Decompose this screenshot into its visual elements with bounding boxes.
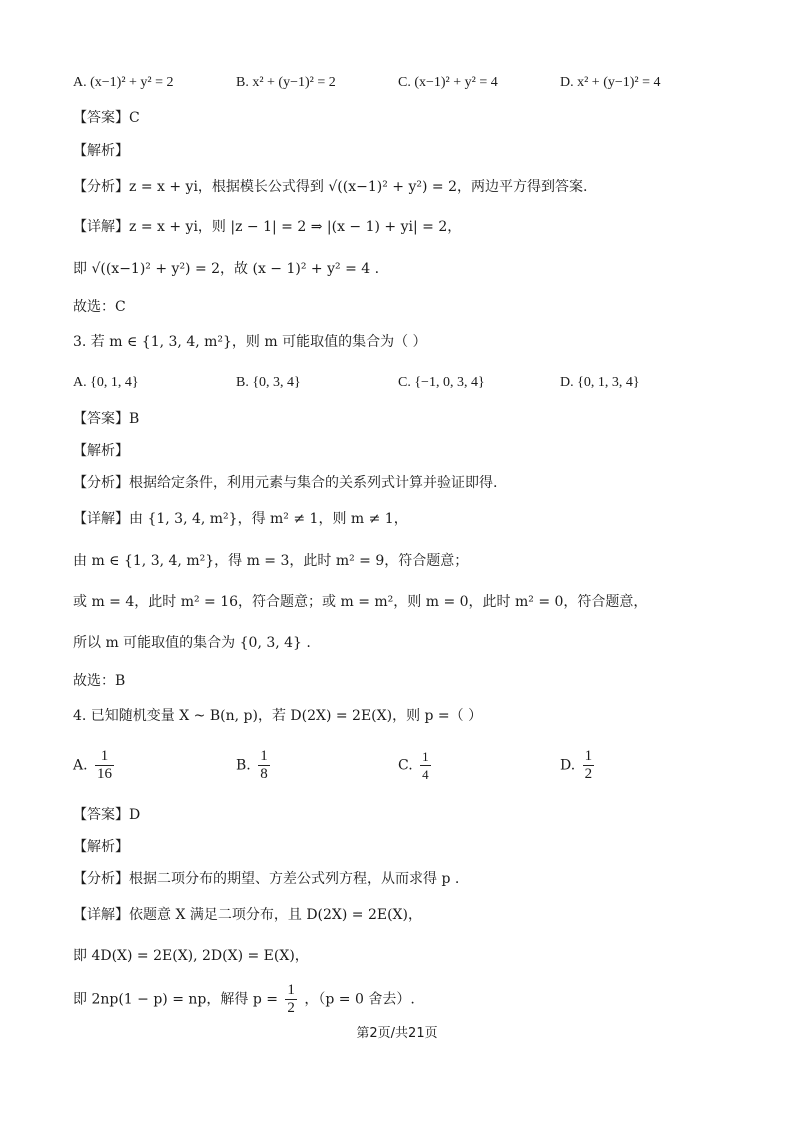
q3-analysis-xiangjie: 【详解】由 {1, 3, 4, m²}，得 m² ≠ 1，则 m ≠ 1， [73,511,408,527]
q4-line3-denominator: 2 [287,1000,295,1016]
q2-analysis-label: 【解析】 [73,143,129,159]
q4-analysis-fenxi: 【分析】根据二项分布的期望、方差公式列方程，从而求得 p . [73,871,460,887]
q4-option-d [560,748,597,783]
q4-option-c [398,748,434,783]
q3-choice: 故选：B [73,673,126,689]
q3-derivation-line-2: 由 m ∈ {1, 3, 4, m²}，得 m = 3，此时 m² = 9，符合题意； [73,553,469,569]
q3-analysis-label: 【解析】 [73,443,129,459]
q4-line3-fraction [285,982,297,1017]
q4-derivation-line-3 [73,982,415,1017]
q2-option-a: A. (x−1)² + y² = 2 [73,75,174,90]
q4-option-c-numerator: 1 [422,749,429,764]
q4-option-b-numerator: 1 [260,748,268,764]
q4-line3-prefix: 即 2np(1 − p) = np，解得 p = [73,991,278,1008]
q4-line3-suffix: ，（p = 0 舍去）. [304,991,415,1008]
q4-answer: 【答案】D [73,807,141,823]
q3-option-a: A. {0, 1, 4} [73,375,139,390]
q3-derivation-line-3: 或 m = 4，此时 m² = 16，符合题意；或 m = m²，则 m = 0，此时 m² = 0，符合题意， [73,594,648,610]
q3-option-c: C. {−1, 0, 3, 4} [398,375,485,390]
q3-option-b: B. {0, 3, 4} [236,375,301,390]
q4-analysis-xiangjie: 【详解】依题意 X 满足二项分布，且 D(2X) = 2E(X)， [73,907,422,923]
q4-option-b [236,748,273,783]
q3-stem: 3. 若 m ∈ {1, 3, 4, m²}，则 m 可能取值的集合为（ ） [73,334,427,350]
q4-option-a-numerator: 1 [100,748,109,764]
q2-answer: 【答案】C [73,110,140,126]
q4-option-a [73,748,117,783]
q2-option-c: C. (x−1)² + y² = 4 [398,75,498,90]
q4-option-a-denominator: 16 [97,766,113,782]
q4-option-d-fraction [583,748,595,783]
q2-derivation: 即 √((x−1)² + y²) = 2，故 (x − 1)² + y² = 4 . [73,261,380,277]
q3-answer: 【答案】B [73,411,140,427]
q2-option-d: D. x² + (y−1)² = 4 [560,75,661,90]
q4-option-a-label: A. [73,757,88,774]
q4-option-b-denominator: 8 [260,766,268,782]
q4-option-d-numerator: 1 [584,748,593,764]
q4-option-c-fraction [420,748,431,783]
q4-stem: 4. 已知随机变量 X ~ B(n, p)，若 D(2X) = 2E(X)，则 p =（ ） [73,708,483,724]
q3-derivation-line-4: 所以 m 可能取值的集合为 {0, 3, 4} . [73,635,311,651]
q4-option-d-label: D. [560,757,576,774]
q3-option-d: D. {0, 1, 3, 4} [560,375,640,390]
q4-option-c-denominator: 4 [422,767,429,782]
q2-analysis-fenxi: 【分析】z = x + yi，根据模长公式得到 √((x−1)² + y²) = 2，两边平方得到答案. [73,179,588,195]
q4-option-c-label: C. [398,757,413,774]
q4-option-b-label: B. [236,757,251,774]
page-footer: 第2页/共21页 [356,1026,438,1041]
q4-option-b-fraction [258,748,270,783]
q4-option-a-fraction [95,748,114,783]
q4-derivation-line-2: 即 4D(X) = 2E(X), 2D(X) = E(X)， [73,948,309,964]
q2-option-b: B. x² + (y−1)² = 2 [236,75,336,90]
q4-analysis-label: 【解析】 [73,839,129,855]
q4-option-d-denominator: 2 [584,766,593,782]
q2-choice: 故选：C [73,299,126,315]
q2-analysis-xiangjie: 【详解】z = x + yi，则 |z − 1| = 2 ⇒ |(x − 1) + yi| = 2， [73,219,462,235]
q4-line3-numerator: 1 [287,982,295,998]
q3-analysis-fenxi: 【分析】根据给定条件，利用元素与集合的关系列式计算并验证即得. [73,475,498,491]
